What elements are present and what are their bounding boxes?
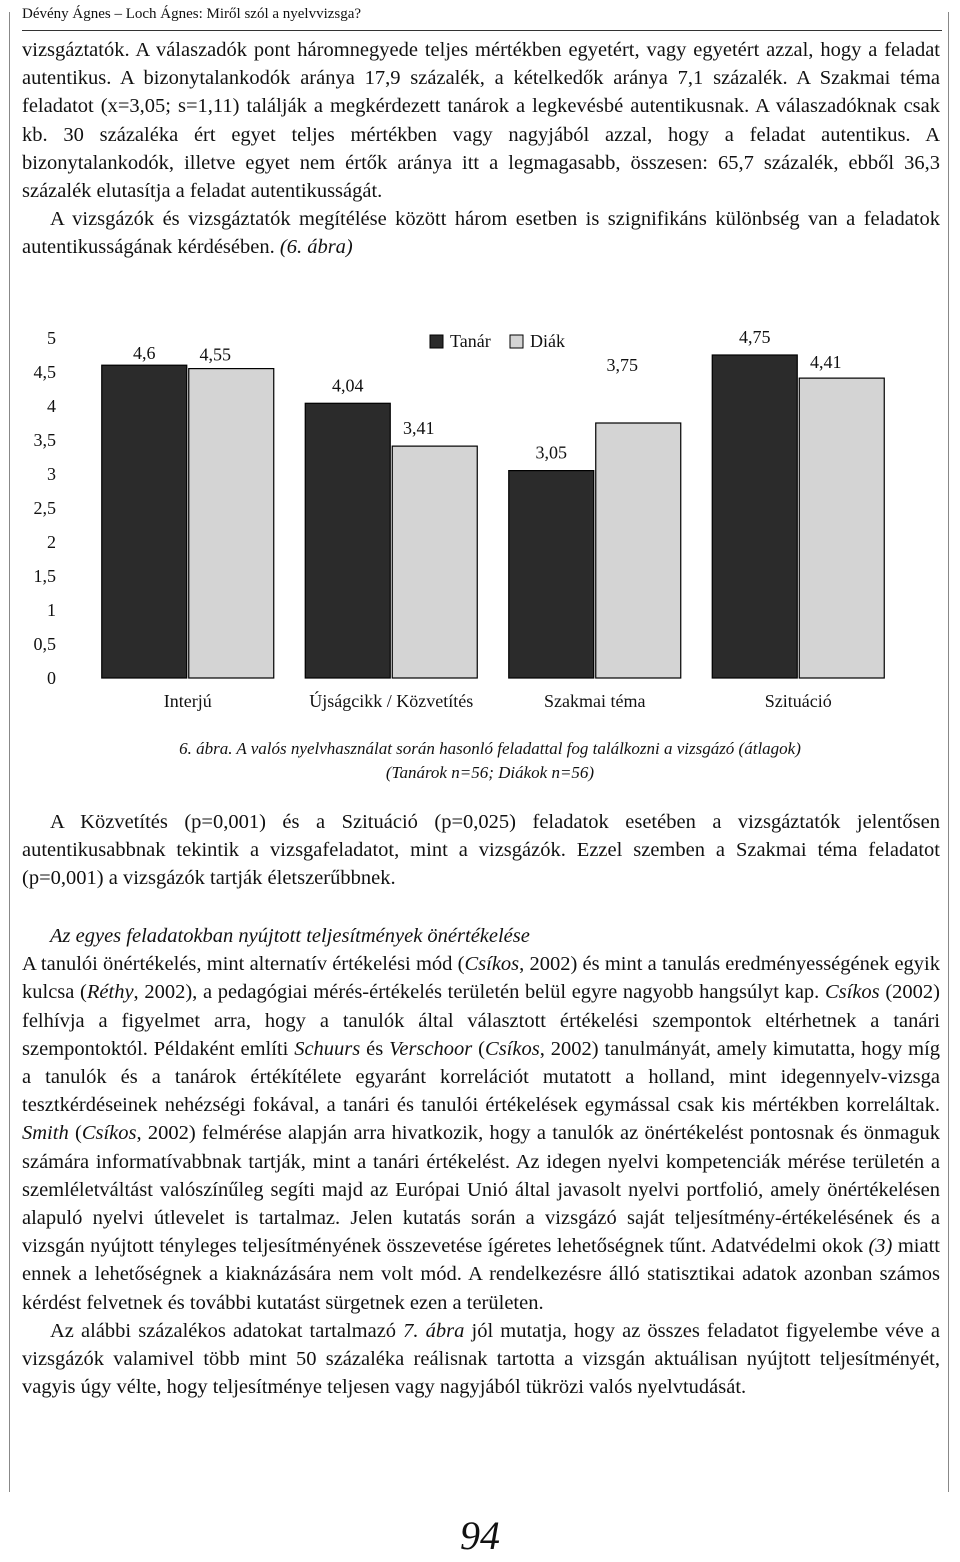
citation-author: Csíkos (464, 953, 520, 976)
y-tick-label: 1,5 (33, 566, 56, 586)
figure-reference: (6. ábra) (279, 236, 353, 259)
body-text: és (360, 1037, 390, 1060)
caption-title: 6. ábra. A valós nyelvhasználat során hasonló feladattal fog találkozni a vizsgázó (átlagok) (179, 739, 801, 758)
bar-diák (392, 446, 477, 678)
y-tick-label: 0,5 (33, 634, 56, 654)
citation-author: Csíkos (485, 1037, 540, 1060)
y-axis (34, 328, 57, 688)
x-category-label: Újságcikk / Közvetítés (309, 691, 474, 711)
body-text: ( (472, 1037, 486, 1060)
legend-swatch (430, 335, 443, 348)
bar-diák (189, 369, 274, 678)
paragraph-body (22, 950, 940, 1317)
citation-author: Smith (22, 1122, 69, 1145)
bar-chart (0, 310, 960, 720)
data-label: 4,6 (133, 343, 156, 364)
x-category-label: Szakmai téma (544, 691, 646, 711)
x-category-label: Interjú (163, 691, 212, 711)
y-tick-label: 4 (47, 396, 56, 416)
body-text: , 2002) és mint a tanulás eredményességének egyik kulcsa ( (22, 953, 940, 1004)
y-tick-label: 3 (47, 464, 56, 484)
citation-author: Csíkos (824, 981, 880, 1004)
body-text: , 2002), a pedagógiai mérés-értékelés területén belül egyre nagyobb hangsúlyt kap. (133, 981, 825, 1004)
citation-author: Csíkos (81, 1122, 137, 1145)
paragraph-mid: A Közvetítés (p=0,001) és a Szituáció (p=0,025) feladatok esetében a vizsgáztatók jelentősen autentikusabbnak tekintik a vizsgafeladatot, mint a vizsgázók. Ezzel szemben a Szakmai téma feladatot (p=0,001) a vizsgázók tartják életszerűbbnek. (22, 811, 940, 890)
section-heading: Az egyes feladatokban nyújtott teljesítmények önértékelése (50, 925, 530, 947)
body-text: (2002) felhívja a figyelmet arra, hogy a tanulók által választott értékelési szempontok eltérhetnek a tanári szempontoktól. Példaként említi (22, 981, 941, 1060)
bars (102, 355, 885, 678)
citation-author: Verschoor (389, 1037, 473, 1060)
body-text: A tanulói önértékelés, mint alternatív értékelési mód ( (22, 953, 465, 976)
paragraph-top-2-text: A vizsgázók és vizsgáztatók megítélése között három esetben is szignifikáns különbség van a feladatok autentikusságának kérdésében. (22, 208, 940, 259)
y-tick-label: 3,5 (33, 430, 56, 450)
legend-label: Tanár (450, 331, 491, 351)
footnote-reference: (3) (868, 1235, 893, 1258)
body-text: Az alábbi százalékos adatokat tartalmazó (50, 1319, 404, 1342)
bar-tanár (509, 471, 594, 678)
bar-diák (596, 423, 681, 678)
paragraph-last (22, 1317, 940, 1402)
section-text (22, 922, 940, 1401)
y-tick-label: 2,5 (33, 498, 56, 518)
left-margin-rule (9, 12, 10, 1492)
paragraph-top-1: vizsgáztatók. A válaszadók pont háromnegyede teljes mértékben egyetért, vagy egyetért azzal, hogy a feladat autentikus. A bizonytalankodók aránya 17,9 százalék, a kételkedők aránya 7,1 százalék. A Szakmai téma feladatot (x=3,05; s=1,11) találják a megkérdezett tanárok a legkevésbé autentikusnak. A válaszadóknak csak kb. 30 százaléka ért egyet teljes mértékben vagy nagyjából azzal, hogy a feladat autentikus. A bizonytalankodók, illetve egyet nem értők aránya itt a legmagasabb, összesen: 65,7 százalék, ebből 36,3 százalék elutasítja a feladat autentikusságát. (22, 39, 940, 203)
figure-caption (60, 737, 920, 785)
body-text: miatt ennek a lehetőségnek a kiaknázására nem volt mód. A rendelkezésre álló statisztikai adatok azonban számos kérdést felvetnek és további kutatást sürgetnek ezen a területen. (22, 1235, 940, 1314)
figure-reference: 7. ábra (403, 1319, 465, 1342)
data-label: 3,41 (403, 418, 435, 439)
y-tick-label: 2 (47, 532, 56, 552)
data-label: 4,75 (739, 327, 771, 347)
top-text (22, 36, 940, 262)
legend (430, 331, 565, 351)
running-header: Dévény Ágnes – Loch Ágnes: Miről szól a nyelvvizsga? (22, 6, 362, 22)
x-axis (164, 690, 832, 711)
body-text: ( (68, 1122, 82, 1145)
citation-author: Schuurs (294, 1037, 361, 1060)
data-label: 4,04 (332, 375, 364, 396)
body-text: , 2002) felmérése alapján arra hivatkozik, hogy a tanulók az önértékelést pontosnak és önmaguk számára informatívabbnak tartják, mint a tanári értékelést. Az idegen nyelvi kompetenciák mérése területén a szemléletváltást valószínűleg segíti majd az Európai Unió által javasolt nyelvi portfolió, amely önértékelésen alapuló nyelvi útlevelet is tartalmaz. Jelen kutatás során a vizsgázó saját teljesítmény-értékelésének és a vizsgán nyújtott tényleges teljesítményének összevetése ígéretes lehetőségnek tűnt. Adatvédelmi okok (22, 1122, 940, 1258)
data-label: 3,05 (535, 442, 567, 463)
y-tick-label: 5 (47, 328, 56, 348)
bar-tanár (712, 355, 797, 678)
x-category-label: Szituáció (764, 691, 832, 711)
middle-text (22, 808, 940, 893)
bar-tanár (305, 403, 390, 678)
body-text: , 2002) tanulmányát, amely kimutatta, hogy míg a tanulók és a tanárok értékítélete egyaránt korrelációt mutatott a holland, mint idegennyelv-vizsga tesztkérdéseinek nehézségi fokával, a tanári és tanulói értékelések egymással csak kis mértékben korreláltak. (22, 1037, 941, 1117)
paragraph-top-2 (22, 205, 940, 261)
y-tick-label: 0 (47, 668, 56, 688)
legend-swatch (510, 335, 523, 348)
data-label: 4,41 (810, 352, 842, 373)
citation-author: Réthy (86, 981, 134, 1004)
data-label: 3,75 (606, 355, 638, 375)
body-text: jól mutatja, hogy az összes feladatot figyelembe véve a vizsgázók valamivel több mint 50 százaléka reálisnak tartotta a vizsgán aktuálisan nyújtott teljesítményét, vagyis úgy vélte, hogy teljesítménye teljesen vagy nagyjából tükrözi valós nyelvtudását. (22, 1319, 940, 1399)
bar-diák (799, 378, 884, 678)
y-tick-label: 4,5 (33, 362, 56, 382)
y-tick-label: 1 (47, 600, 56, 620)
data-label: 4,55 (199, 344, 231, 365)
caption-sample-size: (Tanárok n=56; Diákok n=56) (385, 763, 595, 782)
legend-label: Diák (530, 331, 565, 351)
page-number: 94 (460, 1513, 500, 1558)
header-rule (22, 30, 942, 31)
right-margin-rule (948, 12, 949, 1492)
bar-tanár (102, 365, 187, 678)
